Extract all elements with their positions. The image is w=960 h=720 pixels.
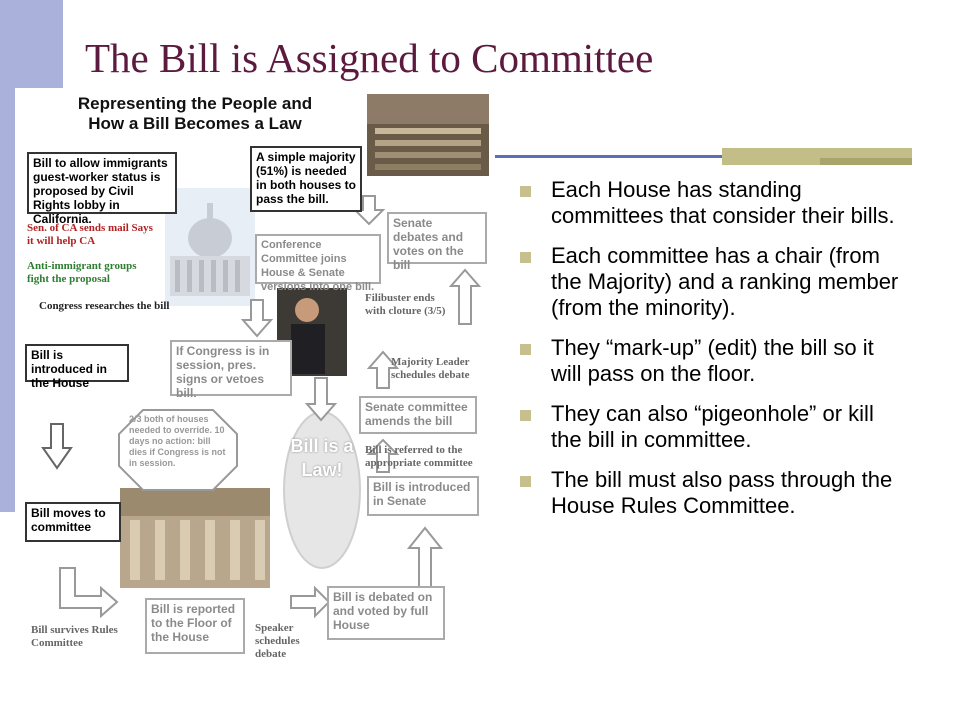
bullet-square-icon — [520, 252, 531, 263]
note-rules: Bill survives Rules Committee — [31, 624, 118, 649]
bullet-item — [520, 177, 900, 229]
box-committee: Bill moves to committee — [25, 502, 121, 542]
bullet-text: They “mark-up” (edit) the bill so it will pass on the floor. — [551, 335, 874, 386]
box-proposal: Bill to allow immigrants guest-worker status is proposed by Civil Rights lobby in California. — [27, 152, 177, 214]
bullet-list — [520, 177, 900, 533]
box-conference: Conference Committee joins House & Senate versions into one bill. — [255, 234, 381, 284]
bullet-square-icon — [520, 186, 531, 197]
bullet-text: They can also “pigeonhole” or kill the bill in committee. — [551, 401, 874, 452]
bullet-text: Each House has standing committees that consider their bills. — [551, 177, 895, 228]
box-house-debate: Bill is debated on and voted by full House — [327, 586, 445, 640]
title-rule-blue — [490, 155, 722, 158]
bill-process-flowchart — [15, 88, 495, 660]
note-referred: Bill is referred to the appropriate committee — [365, 444, 473, 469]
bullet-text: The bill must also pass through the House Rules Committee. — [551, 467, 893, 518]
flowchart-heading-line2: How a Bill Becomes a Law — [88, 114, 302, 133]
bullet-square-icon — [520, 344, 531, 355]
note-filibuster: Filibuster ends with cloture (3/5) — [365, 292, 446, 317]
flowchart-heading-line1: Representing the People and — [77, 94, 313, 113]
bullet-text: Each committee has a chair (from the Majority) and a ranking member (from the minority). — [551, 243, 899, 320]
slide-title: The Bill is Assigned to Committee — [85, 35, 654, 81]
box-floor: Bill is reported to the Floor of the House — [145, 598, 245, 654]
box-majority: A simple majority (51%) is needed in both houses to pass the bill. — [250, 146, 362, 212]
box-senate-intro: Bill is introduced in Senate — [367, 476, 479, 516]
law-oval-text: Bill is a Law! — [290, 436, 354, 480]
bullet-item — [520, 401, 900, 453]
bullet-item — [520, 467, 900, 519]
note-anti: Anti-immigrant groups fight the proposal — [27, 260, 137, 285]
bullet-item — [520, 243, 900, 321]
note-majority-leader: Majority Leader schedules debate — [391, 356, 470, 381]
bullet-square-icon — [520, 476, 531, 487]
flowchart-heading — [25, 94, 365, 134]
octagon-override: 2/3 both of houses needed to override. 10 days no action: bill dies if Congress is not in session. — [129, 414, 226, 468]
title-rule-olive-dark — [820, 158, 912, 165]
box-president: If Congress is in session, pres. signs or vetoes bill. — [170, 340, 292, 396]
box-senate-debates: Senate debates and votes on the bill — [387, 212, 487, 264]
box-senate-committee: Senate committee amends the bill — [359, 396, 477, 434]
bullet-square-icon — [520, 410, 531, 421]
note-speaker: Speaker schedules debate — [255, 622, 300, 660]
bullet-item — [520, 335, 900, 387]
box-house-intro: Bill is introduced in the House — [25, 344, 129, 382]
note-research: Congress researches the bill — [39, 300, 170, 312]
note-senator: Sen. of CA sends mail Says it will help CA — [27, 222, 153, 247]
